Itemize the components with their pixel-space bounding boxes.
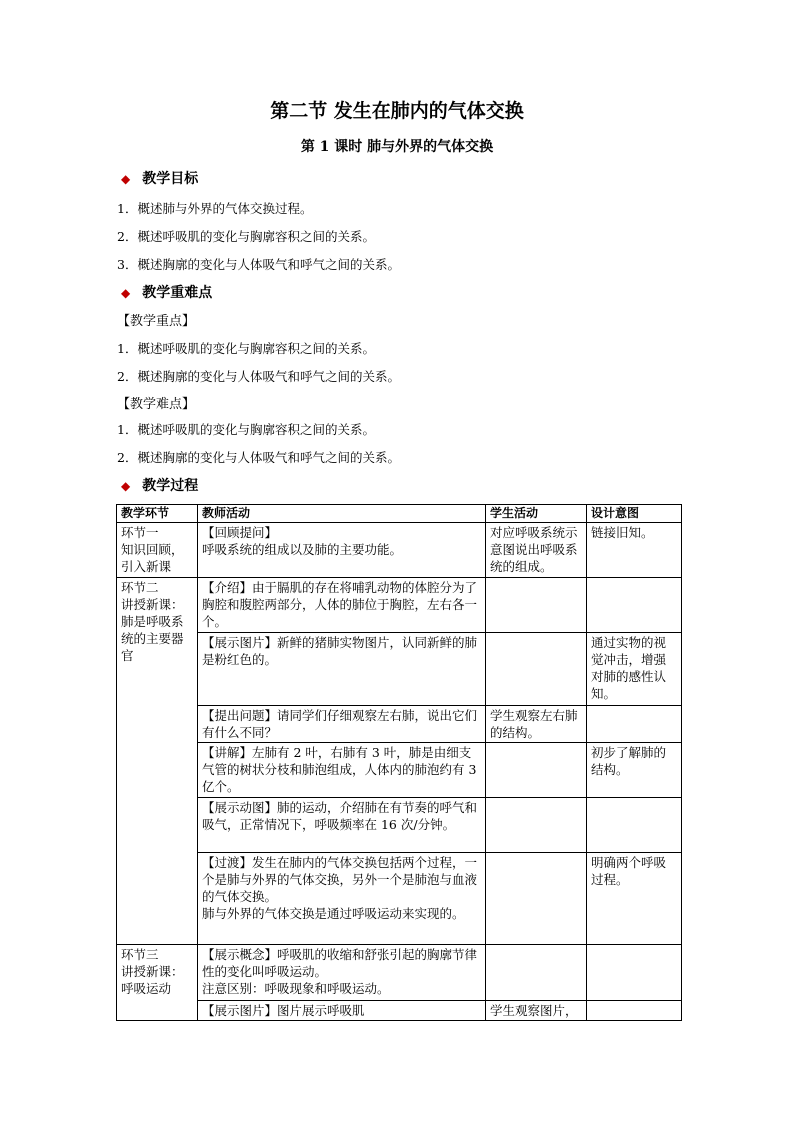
teacher-cell: 【讲解】左肺有 2 叶，右肺有 3 叶，肺是由细支气管的树状分枝和肺泡组成，人体内的肺泡约有 3 亿个。 bbox=[198, 743, 486, 798]
objective-item: 2．概述呼吸肌的变化与胸廓容积之间的关系。 bbox=[117, 229, 375, 244]
intent-cell bbox=[587, 578, 682, 633]
student-cell bbox=[486, 633, 587, 706]
table-row bbox=[117, 578, 682, 633]
objective-item: 3．概述胸廓的变化与人体吸气和呼气之间的关系。 bbox=[117, 257, 400, 272]
diamond-bullet-icon: ◆ bbox=[121, 479, 131, 493]
teaching-process-table bbox=[116, 504, 682, 1021]
table-row bbox=[117, 1001, 682, 1021]
difficult-points-label: 【教学难点】 bbox=[117, 397, 196, 412]
teacher-cell: 【回顾提问】 呼吸系统的组成以及肺的主要功能。 bbox=[198, 523, 486, 578]
diamond-bullet-icon: ◆ bbox=[121, 286, 131, 300]
student-cell: 对应呼吸系统示意图说出呼吸系统的组成。 bbox=[486, 523, 587, 578]
objective-item: 1．概述肺与外界的气体交换过程。 bbox=[117, 201, 313, 216]
section-heading-key-difficult bbox=[121, 282, 212, 302]
intent-cell: 通过实物的视觉冲击，增强对肺的感性认知。 bbox=[587, 633, 682, 706]
student-cell: 学生观察左右肺的结构。 bbox=[486, 706, 587, 743]
teacher-cell: 【过渡】发生在肺内的气体交换包括两个过程，一个是肺与外界的气体交换，另外一个是肺泡与血液的气体交换。 肺与外界的气体交换是通过呼吸运动来实现的。 bbox=[198, 853, 486, 945]
table-row bbox=[117, 633, 682, 706]
section-label: 教学过程 bbox=[142, 478, 199, 494]
section-label: 教学目标 bbox=[142, 171, 199, 187]
section-heading-process bbox=[121, 475, 198, 495]
key-point-item: 1．概述呼吸肌的变化与胸廓容积之间的关系。 bbox=[117, 341, 375, 356]
difficult-point-item: 1．概述呼吸肌的变化与胸廓容积之间的关系。 bbox=[117, 422, 375, 437]
header-stage: 教学环节 bbox=[117, 505, 198, 523]
intent-cell: 初步了解肺的结构。 bbox=[587, 743, 682, 798]
student-cell bbox=[486, 743, 587, 798]
diamond-bullet-icon: ◆ bbox=[121, 172, 131, 186]
table-row bbox=[117, 743, 682, 798]
section-heading-objectives bbox=[121, 168, 198, 188]
difficult-point-item: 2．概述胸廓的变化与人体吸气和呼气之间的关系。 bbox=[117, 450, 400, 465]
header-teacher: 教师活动 bbox=[198, 505, 486, 523]
table-row bbox=[117, 706, 682, 743]
student-cell bbox=[486, 798, 587, 853]
intent-cell bbox=[587, 798, 682, 853]
student-cell bbox=[486, 945, 587, 1001]
page-subtitle: 第 1 课时 肺与外界的气体交换 bbox=[300, 139, 494, 155]
page-title: 第二节 发生在肺内的气体交换 bbox=[270, 100, 524, 122]
student-cell bbox=[486, 853, 587, 945]
header-intent: 设计意图 bbox=[587, 505, 682, 523]
student-cell bbox=[486, 578, 587, 633]
intent-cell bbox=[587, 706, 682, 743]
intent-cell bbox=[587, 1001, 682, 1021]
intent-cell: 明确两个呼吸过程。 bbox=[587, 853, 682, 945]
student-cell: 学生观察图片， bbox=[486, 1001, 587, 1021]
table-header-row bbox=[117, 505, 682, 523]
intent-cell bbox=[587, 945, 682, 1001]
key-point-item: 2．概述胸廓的变化与人体吸气和呼气之间的关系。 bbox=[117, 369, 400, 384]
header-student: 学生活动 bbox=[486, 505, 587, 523]
teacher-cell: 【展示动图】肺的运动，介绍肺在有节奏的呼气和吸气，正常情况下，呼吸频率在 16 次/分钟。 bbox=[198, 798, 486, 853]
table-row bbox=[117, 853, 682, 945]
stage-cell: 环节三 讲授新课：呼吸运动 bbox=[117, 945, 198, 1021]
teacher-cell: 【展示图片】图片展示呼吸肌 bbox=[198, 1001, 486, 1021]
table-row bbox=[117, 945, 682, 1001]
teacher-cell: 【介绍】由于膈肌的存在将哺乳动物的体腔分为了胸腔和腹腔两部分，人体的肺位于胸腔，左右各一个。 bbox=[198, 578, 486, 633]
teacher-cell: 【展示图片】新鲜的猪肺实物图片，认同新鲜的肺是粉红色的。 bbox=[198, 633, 486, 706]
teacher-cell: 【提出问题】请同学们仔细观察左右肺，说出它们有什么不同？ bbox=[198, 706, 486, 743]
table-row bbox=[117, 798, 682, 853]
table-row bbox=[117, 523, 682, 578]
stage-cell: 环节一 知识回顾，引入新课 bbox=[117, 523, 198, 578]
key-points-label: 【教学重点】 bbox=[117, 314, 196, 329]
teacher-cell: 【展示概念】呼吸肌的收缩和舒张引起的胸廓节律性的变化叫呼吸运动。 注意区别：呼吸现象和呼吸运动。 bbox=[198, 945, 486, 1001]
section-label: 教学重难点 bbox=[142, 285, 213, 301]
stage-cell: 环节二 讲授新课：肺是呼吸系统的主要器官 bbox=[117, 578, 198, 945]
intent-cell: 链接旧知。 bbox=[587, 523, 682, 578]
